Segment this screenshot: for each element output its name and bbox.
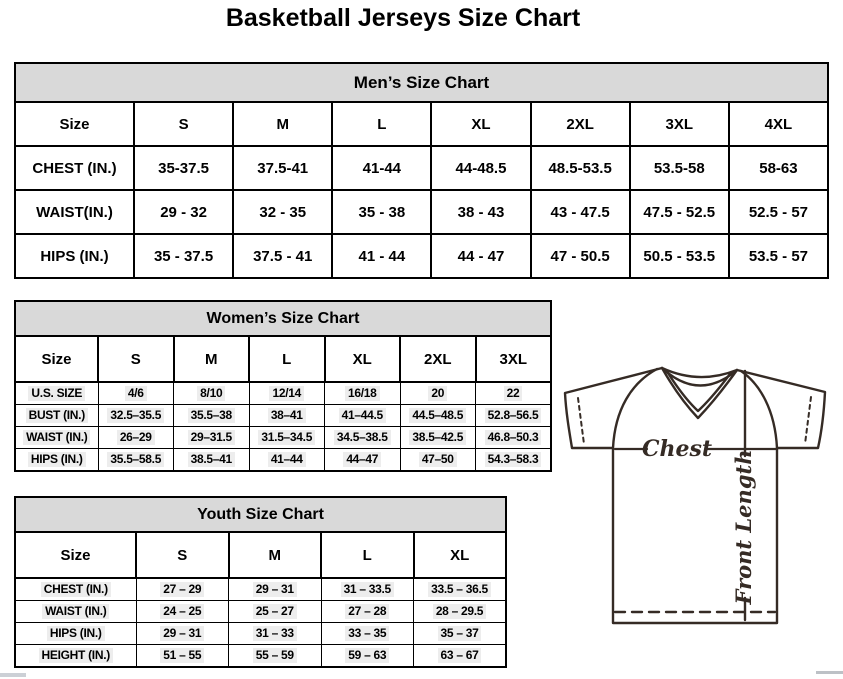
table-cell: 33.5 – 36.5 (414, 578, 507, 601)
column-header: XL (431, 102, 530, 146)
table-cell: 44–47 (325, 449, 401, 472)
table-row (15, 427, 551, 449)
table-cell: 33 – 35 (321, 623, 414, 645)
column-header: Size (15, 336, 98, 382)
right-cuff-dashed-line (805, 397, 811, 444)
table-row (15, 234, 828, 278)
table-cell: 31.5–34.5 (249, 427, 325, 449)
table-cell: 16/18 (325, 382, 401, 405)
table-cell: 58-63 (729, 146, 828, 190)
table-cell: 53.5-58 (630, 146, 729, 190)
column-header: L (321, 532, 414, 578)
column-header: 3XL (630, 102, 729, 146)
table-cell: 63 – 67 (414, 645, 507, 668)
row-label: CHEST (IN.) (15, 146, 134, 190)
table-cell: 12/14 (249, 382, 325, 405)
table-cell: 8/10 (174, 382, 250, 405)
jersey-outline (565, 368, 825, 623)
table-cell: 35 - 37.5 (134, 234, 233, 278)
table-row (15, 623, 506, 645)
table-title-row (15, 497, 506, 532)
row-label: U.S. SIZE (15, 382, 98, 405)
column-header: Size (15, 532, 136, 578)
table-cell: 37.5 - 41 (233, 234, 332, 278)
column-header: S (136, 532, 229, 578)
column-header: M (229, 532, 322, 578)
row-label: HIPS (IN.) (15, 623, 136, 645)
womens-size-chart-table (14, 300, 552, 472)
table-cell: 48.5-53.5 (531, 146, 630, 190)
mens-chart-title: Men’s Size Chart (15, 63, 828, 102)
table-header-row (15, 102, 828, 146)
jersey-diagram-svg (557, 358, 843, 648)
table-row (15, 405, 551, 427)
table-cell: 44.5–48.5 (400, 405, 476, 427)
table-cell: 35 - 38 (332, 190, 431, 234)
column-header: M (233, 102, 332, 146)
table-cell: 55 – 59 (229, 645, 322, 668)
table-cell: 34.5–38.5 (325, 427, 401, 449)
table-cell: 29–31.5 (174, 427, 250, 449)
table-cell: 26–29 (98, 427, 174, 449)
table-cell: 29 – 31 (229, 578, 322, 601)
table-cell: 29 - 32 (134, 190, 233, 234)
table-cell: 41–44.5 (325, 405, 401, 427)
table-cell: 20 (400, 382, 476, 405)
table-cell: 31 – 33.5 (321, 578, 414, 601)
column-header: 4XL (729, 102, 828, 146)
column-header: 2XL (400, 336, 476, 382)
table-cell: 27 – 29 (136, 578, 229, 601)
table-cell: 59 – 63 (321, 645, 414, 668)
table-row (15, 645, 506, 668)
scrollbar-fragment-right[interactable] (816, 671, 843, 674)
page-title: Basketball Jerseys Size Chart (225, 4, 581, 32)
youth-chart-title: Youth Size Chart (15, 497, 506, 532)
row-label: WAIST(IN.) (15, 190, 134, 234)
table-cell: 47.5 - 52.5 (630, 190, 729, 234)
table-row (15, 578, 506, 601)
row-label: HIPS (IN.) (15, 234, 134, 278)
table-cell: 35-37.5 (134, 146, 233, 190)
scrollbar-fragment-left[interactable] (0, 673, 26, 677)
table-cell: 35.5–38 (174, 405, 250, 427)
table-title-row (15, 63, 828, 102)
youth-size-chart-table (14, 496, 507, 668)
table-cell: 38–41 (249, 405, 325, 427)
right-armhole-seam (741, 371, 777, 448)
table-cell: 27 – 28 (321, 601, 414, 623)
table-row (15, 146, 828, 190)
column-header: 2XL (531, 102, 630, 146)
table-cell: 51 – 55 (136, 645, 229, 668)
column-header: S (98, 336, 174, 382)
table-cell: 41-44 (332, 146, 431, 190)
table-cell: 44 - 47 (431, 234, 530, 278)
row-label: CHEST (IN.) (15, 578, 136, 601)
womens-chart-title: Women’s Size Chart (15, 301, 551, 336)
table-cell: 47–50 (400, 449, 476, 472)
table-cell: 38.5–42.5 (400, 427, 476, 449)
table-cell: 35.5–58.5 (98, 449, 174, 472)
column-header: S (134, 102, 233, 146)
column-header: XL (414, 532, 507, 578)
table-row (15, 382, 551, 405)
column-header: 3XL (476, 336, 552, 382)
left-cuff-dashed-line (578, 398, 584, 444)
table-cell: 46.8–50.3 (476, 427, 552, 449)
row-label: HEIGHT (IN.) (15, 645, 136, 668)
row-label: WAIST (IN.) (15, 427, 98, 449)
table-title-row (15, 301, 551, 336)
table-cell: 24 – 25 (136, 601, 229, 623)
table-cell: 28 – 29.5 (414, 601, 507, 623)
table-row (15, 601, 506, 623)
front-length-label: Front Length (731, 449, 756, 605)
column-header: Size (15, 102, 134, 146)
table-cell: 32.5–35.5 (98, 405, 174, 427)
column-header: XL (325, 336, 401, 382)
table-cell: 41 - 44 (332, 234, 431, 278)
column-header: M (174, 336, 250, 382)
table-cell: 54.3–58.3 (476, 449, 552, 472)
table-cell: 38.5–41 (174, 449, 250, 472)
column-header: L (332, 102, 431, 146)
table-row (15, 190, 828, 234)
column-header: L (249, 336, 325, 382)
chest-label: Chest (641, 436, 713, 462)
table-cell: 4/6 (98, 382, 174, 405)
table-cell: 35 – 37 (414, 623, 507, 645)
table-header-row (15, 532, 506, 578)
table-header-row (15, 336, 551, 382)
table-cell: 38 - 43 (431, 190, 530, 234)
table-cell: 43 - 47.5 (531, 190, 630, 234)
row-label: HIPS (IN.) (15, 449, 98, 472)
table-cell: 22 (476, 382, 552, 405)
row-label: WAIST (IN.) (15, 601, 136, 623)
table-cell: 50.5 - 53.5 (630, 234, 729, 278)
table-cell: 41–44 (249, 449, 325, 472)
table-cell: 37.5-41 (233, 146, 332, 190)
jersey-measurement-diagram (557, 358, 843, 648)
table-cell: 52.5 - 57 (729, 190, 828, 234)
table-cell: 31 – 33 (229, 623, 322, 645)
table-cell: 44-48.5 (431, 146, 530, 190)
table-cell: 32 - 35 (233, 190, 332, 234)
row-label: BUST (IN.) (15, 405, 98, 427)
table-cell: 47 - 50.5 (531, 234, 630, 278)
table-cell: 53.5 - 57 (729, 234, 828, 278)
mens-size-chart-table (14, 62, 829, 279)
table-cell: 52.8–56.5 (476, 405, 552, 427)
table-cell: 29 – 31 (136, 623, 229, 645)
table-row (15, 449, 551, 472)
table-cell: 25 – 27 (229, 601, 322, 623)
